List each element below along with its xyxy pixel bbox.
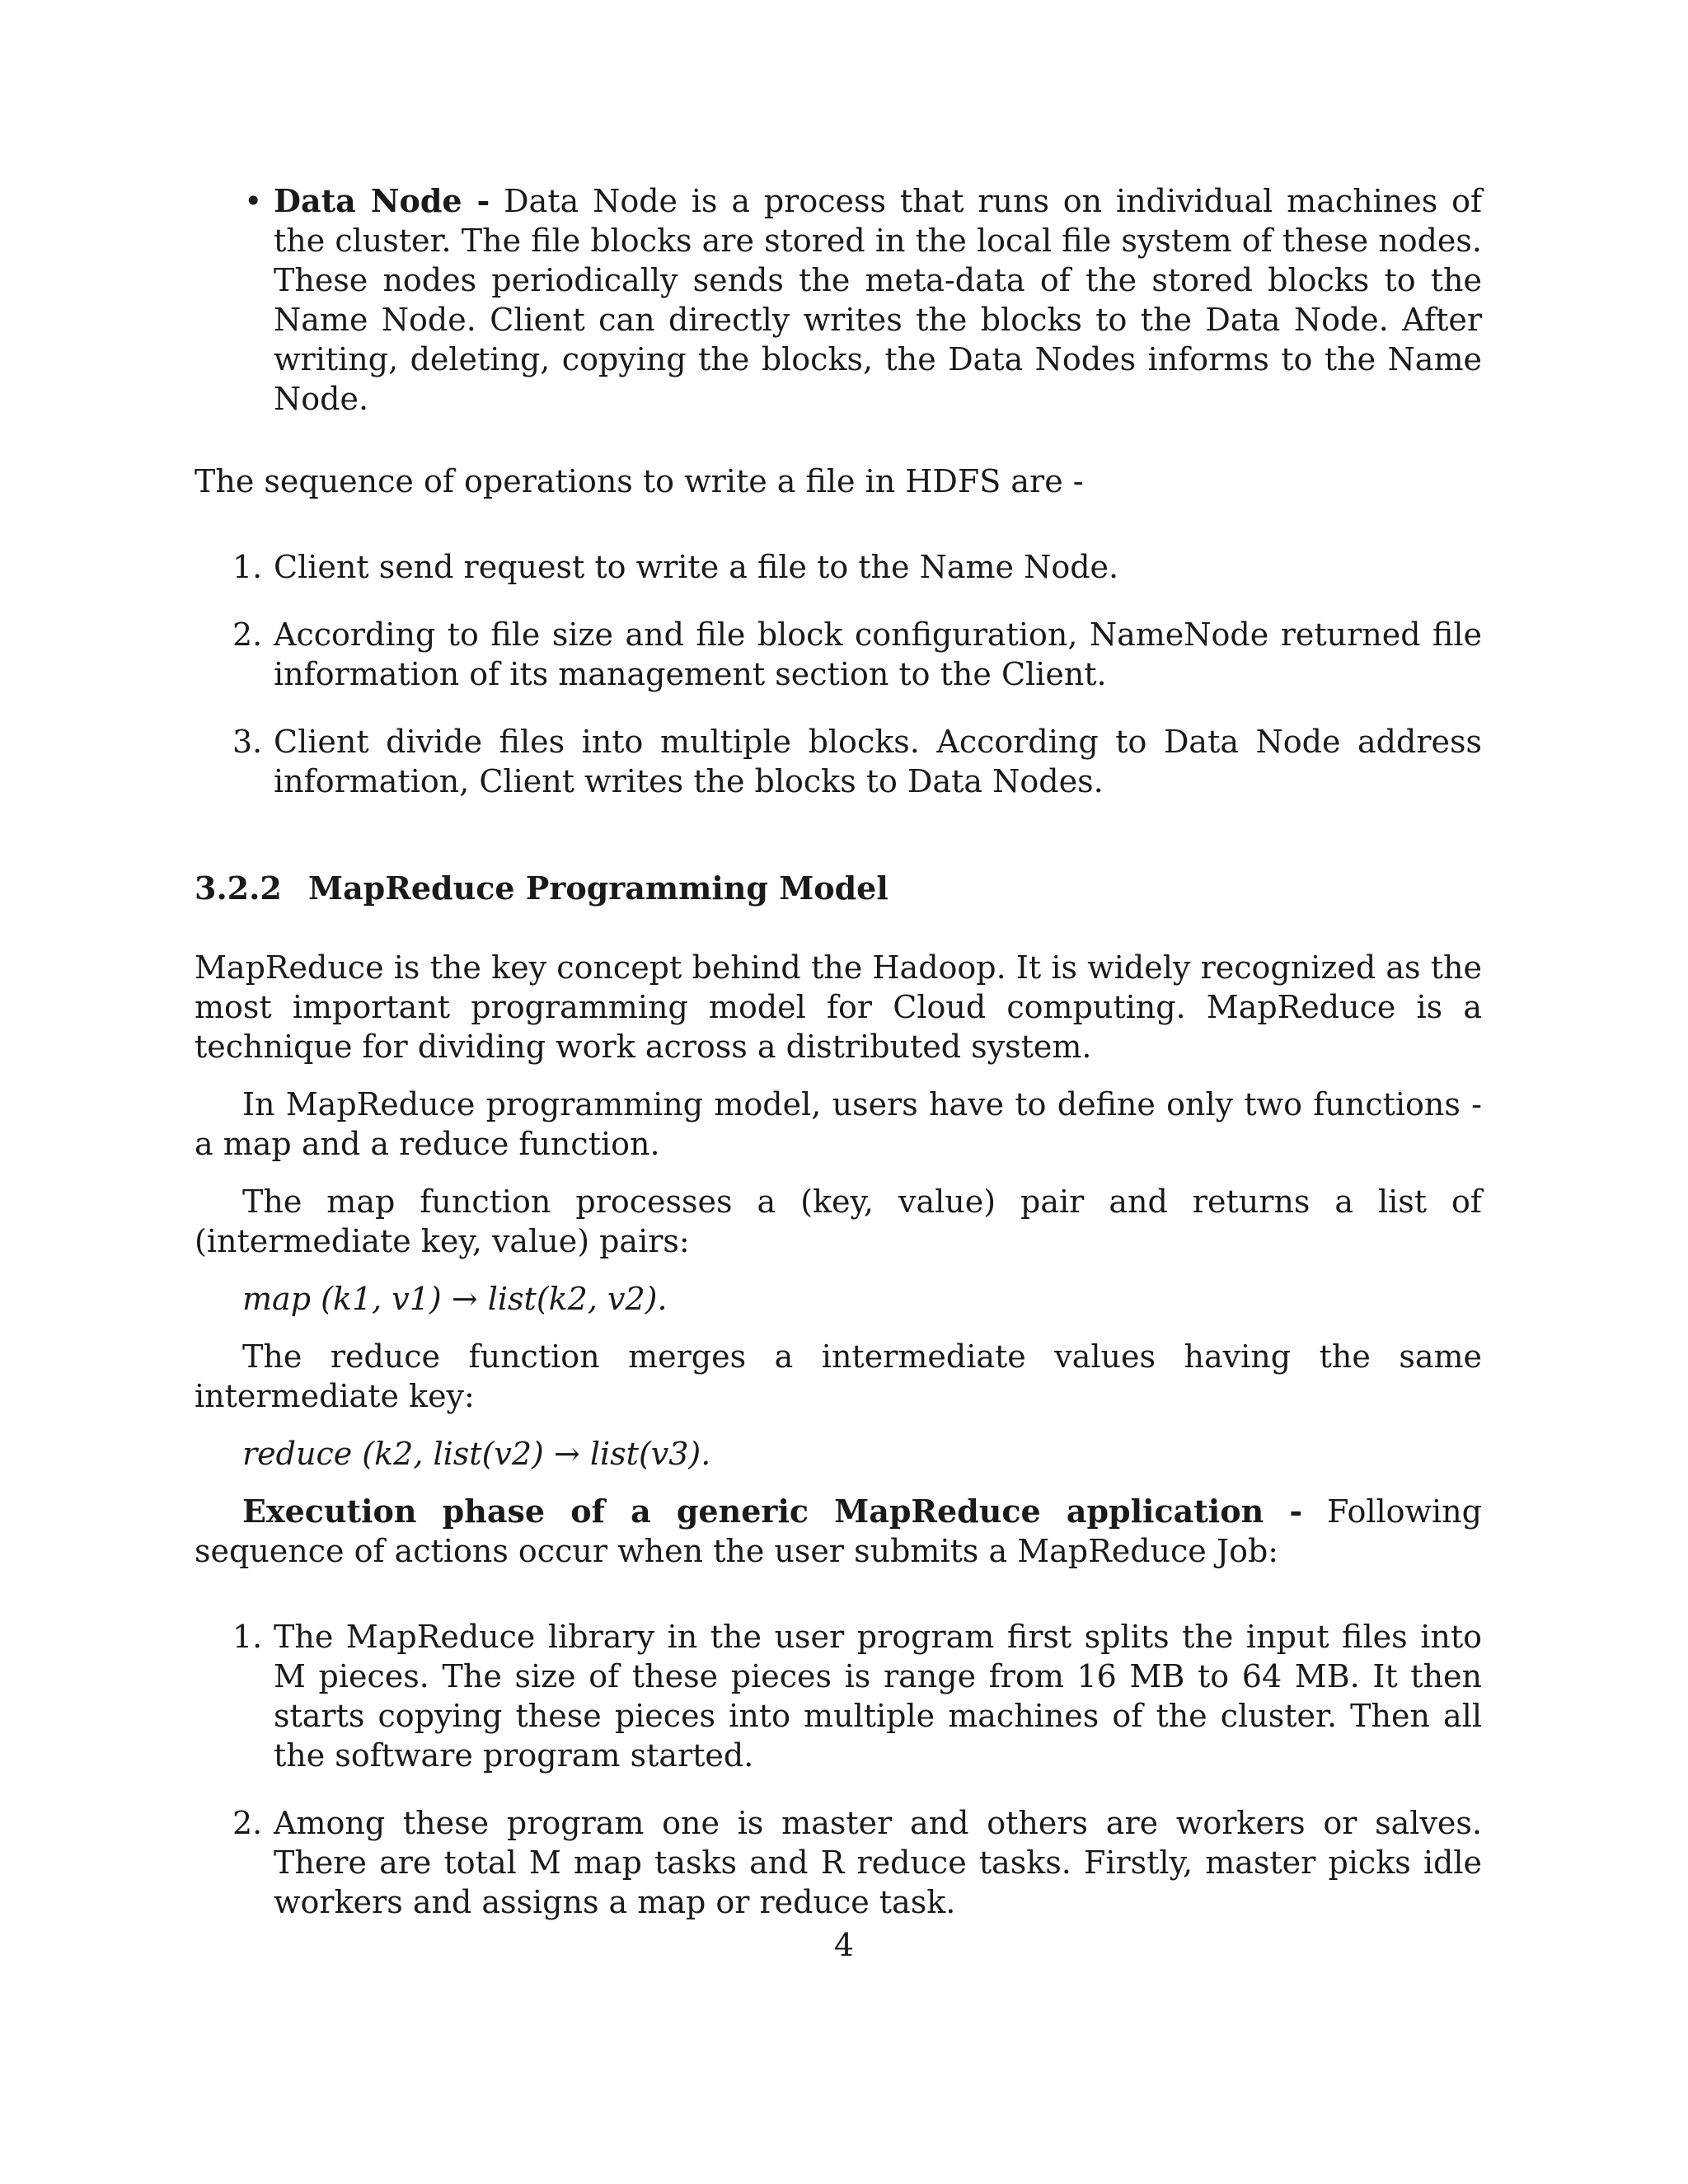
- list-item-text: Among these program one is master and others are workers or salves. There are total M map tasks and R reduce tasks. Firstly, master picks idle workers and assigns a map or reduce task.: [274, 1805, 1482, 1920]
- page-number: 4: [833, 1927, 855, 1963]
- list-item-number: 2.: [232, 616, 263, 653]
- list-item: [195, 547, 1482, 587]
- list-item: [195, 722, 1482, 801]
- list-item: [195, 1617, 1482, 1775]
- bullet-term: Data Node -: [274, 182, 490, 219]
- write-steps-list: [195, 547, 1482, 801]
- reduce-formula: reduce (k2, list(v2) → list(v3).: [242, 1436, 711, 1472]
- paragraph-reduce: The reduce function merges a intermediate values having the same intermediate key:: [195, 1338, 1482, 1414]
- write-intro: The sequence of operations to write a file in HDFS are -: [195, 463, 1084, 499]
- section-heading: [195, 869, 1482, 908]
- page-body: [195, 181, 1482, 1950]
- list-item-number: 3.: [232, 724, 263, 760]
- paragraph-map: The map function processes a (key, value) pair and returns a list of (intermediate key, value) pairs:: [195, 1183, 1482, 1259]
- list-item-text: The MapReduce library in the user program first splits the input files into M pieces. The size of these pieces is range from 16 MB to 64 MB. It then starts copying these pieces into multiple machines of the cluster. Then all the software program started.: [274, 1619, 1482, 1774]
- data-node-bullet: [195, 181, 1482, 419]
- list-item-number: 2.: [232, 1805, 263, 1841]
- execution-term: Execution phase of a generic MapReduce application -: [242, 1493, 1303, 1530]
- exec-steps-list: [195, 1617, 1482, 1922]
- section-number: 3.2.2: [195, 869, 282, 907]
- list-item-text: According to file size and file block configuration, NameNode returned file information of its management section to the Client.: [274, 616, 1482, 692]
- list-item-text: Client divide files into multiple blocks. According to Data Node address information, Client writes the blocks to Data Nodes.: [274, 724, 1482, 799]
- bullet-text: Data Node is a process that runs on individual machines of the cluster. The file blocks are stored in the local file system of these nodes. These nodes periodically sends the meta-data of the stored blocks to the Name Node. Client can directly writes the blocks to the Data Node. After writing, deleting, copying the blocks, the Data Nodes informs to the Name Node.: [274, 183, 1483, 417]
- execution-text: Following sequence of actions occur when the user submits a MapReduce Job:: [195, 1493, 1482, 1569]
- bullet-marker: •: [244, 183, 263, 219]
- paragraph-functions: In MapReduce programming model, users have to define only two functions - a map and a reduce function.: [195, 1086, 1482, 1162]
- paragraph-intro: MapReduce is the key concept behind the Hadoop. It is widely recognized as the most important programming model for Cloud computing. MapReduce is a technique for dividing work across a distributed system.: [195, 949, 1482, 1065]
- paragraph-execution: [195, 1492, 1482, 1571]
- list-item: [195, 1803, 1482, 1922]
- list-item: [195, 615, 1482, 694]
- list-item-number: 1.: [232, 1619, 263, 1655]
- section-title: MapReduce Programming Model: [308, 869, 889, 907]
- list-item-number: 1.: [232, 549, 263, 585]
- map-formula: map (k1, v1) → list(k2, v2).: [242, 1281, 668, 1317]
- list-item-text: Client send request to write a file to the Name Node.: [274, 549, 1119, 585]
